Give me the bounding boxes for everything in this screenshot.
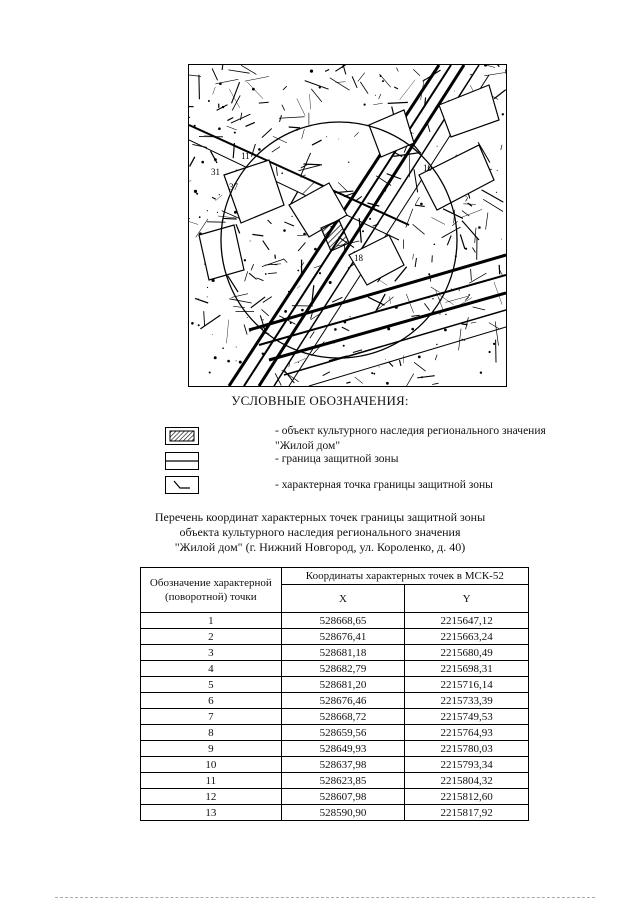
map-dot [234, 132, 236, 134]
map-dot [379, 366, 380, 367]
map-dot [380, 75, 382, 77]
table-cell-y: 2215817,92 [405, 805, 529, 821]
map-linework [435, 355, 437, 361]
map-linework [284, 259, 288, 263]
page-edge-line [55, 897, 595, 898]
map-dot [218, 127, 221, 130]
map-linework [400, 80, 416, 100]
map-linework [305, 81, 329, 90]
map-linework [262, 309, 269, 315]
table-cell-n: 10 [141, 757, 282, 773]
map-linework [499, 265, 500, 274]
map-linework [268, 220, 272, 224]
map-linework [229, 299, 251, 303]
map-dot [386, 382, 389, 385]
map-dot [329, 281, 332, 284]
table-row [141, 661, 529, 677]
table-cell-n: 7 [141, 709, 282, 725]
map-linework [200, 315, 220, 329]
table-row [141, 725, 529, 741]
map-linework [342, 327, 349, 331]
map-linework [212, 197, 216, 199]
table-cell-x: 528676,41 [281, 629, 405, 645]
map-linework [417, 376, 435, 378]
map-linework [227, 320, 229, 344]
map-linework [461, 209, 483, 217]
map-linework [268, 273, 277, 274]
map-dot [501, 239, 502, 240]
table-cell-y: 2215680,49 [405, 645, 529, 661]
map-linework [414, 362, 426, 371]
map-linework [245, 76, 269, 81]
map-linework [215, 79, 238, 84]
map-linework [310, 94, 311, 109]
table-row [141, 773, 529, 789]
table-row [141, 645, 529, 661]
map-linework [471, 322, 476, 323]
table-row [141, 709, 529, 725]
boundary-line-icon [165, 452, 199, 470]
table-cell-x: 528668,72 [281, 709, 405, 725]
map-dot [219, 194, 220, 195]
map-dot [369, 218, 371, 220]
map-dot [298, 362, 299, 363]
map-linework [244, 325, 247, 335]
table-cell-n: 11 [141, 773, 282, 789]
table-row [141, 757, 529, 773]
map-dot [493, 343, 495, 345]
map-dot [432, 298, 433, 299]
map-dot [470, 74, 471, 75]
map-label: 37 [229, 182, 238, 192]
map-dot [454, 91, 455, 92]
map-dot [290, 322, 292, 324]
table-cell-n: 8 [141, 725, 282, 741]
table-cell-x: 528590,90 [281, 805, 405, 821]
map-dot [385, 359, 386, 360]
map-dot [343, 345, 345, 347]
column-header-y: Y [405, 585, 529, 613]
map-dot [207, 287, 208, 288]
table-cell-y: 2215698,31 [405, 661, 529, 677]
map-dot [418, 356, 421, 359]
table-cell-x: 528623,85 [281, 773, 405, 789]
map-dot [480, 372, 482, 374]
map-linework [397, 68, 399, 72]
map-linework [494, 90, 506, 99]
table-cell-y: 2215647,12 [405, 613, 529, 629]
map-dot [338, 139, 339, 140]
map-linework [400, 360, 401, 366]
map-dot [236, 360, 237, 361]
map-linework [276, 167, 277, 176]
legend-text-point: - характерная точка границы защитной зоны [275, 479, 493, 491]
map-dot [191, 322, 194, 325]
map-linework [495, 65, 499, 67]
map-linework [394, 87, 398, 89]
map-dot [420, 203, 423, 206]
table-row [141, 693, 529, 709]
map-label: 11 [241, 151, 250, 161]
map-linework [283, 86, 287, 90]
hatched-area-icon [165, 427, 199, 445]
map-dot [445, 314, 446, 315]
caption-line: Перечень координат характерных точек границы защитной зоны [154, 510, 486, 524]
map-dot [199, 216, 201, 218]
map-dot [209, 372, 211, 374]
map-dot [362, 230, 364, 232]
table-cell-n: 12 [141, 789, 282, 805]
map-linework [247, 82, 263, 99]
map-linework [415, 205, 425, 206]
map-linework [312, 140, 322, 145]
map-linework [459, 329, 461, 351]
caption-line: "Жилой дом" (г. Нижний Новгород, ул. Короленко, д. 40) [174, 540, 466, 554]
map-linework [432, 383, 438, 384]
map-linework [368, 297, 385, 305]
map-linework [284, 222, 294, 226]
table-cell-y: 2215804,32 [405, 773, 529, 789]
map-linework [352, 76, 357, 88]
map-linework [246, 122, 255, 126]
map-dot [283, 229, 286, 232]
map-linework [462, 211, 469, 217]
map-linework [190, 157, 195, 167]
map-dot [371, 372, 373, 374]
map-linework [338, 182, 347, 191]
map-dot [334, 328, 337, 331]
map-linework [376, 294, 385, 311]
map-linework [245, 271, 248, 281]
map-dot [198, 299, 199, 300]
map-dot [319, 272, 321, 274]
table-cell-x: 528659,56 [281, 725, 405, 741]
map-linework [389, 362, 393, 366]
map-dot [382, 80, 384, 82]
map-dot [465, 248, 467, 250]
map-linework [311, 89, 322, 102]
map-linework [224, 218, 237, 219]
map-dot [497, 170, 498, 171]
map-linework [473, 307, 486, 310]
map-dot [303, 233, 306, 236]
map-linework [297, 99, 305, 116]
cadastral-map [188, 64, 507, 387]
map-linework [297, 235, 307, 236]
table-row [141, 677, 529, 693]
map-linework [227, 118, 233, 121]
map-dot [489, 351, 491, 353]
map-dot [198, 324, 200, 326]
table-cell-n: 9 [141, 741, 282, 757]
map-dot [502, 113, 504, 115]
map-linework [289, 127, 300, 128]
map-dot [375, 95, 376, 96]
map-linework [298, 242, 305, 251]
map-linework [330, 78, 350, 90]
map-linework [272, 147, 280, 152]
map-linework [263, 241, 269, 250]
map-dot [444, 329, 447, 332]
legend-title: УСЛОВНЫЕ ОБОЗНАЧЕНИЯ: [231, 393, 409, 408]
map-linework [358, 73, 365, 82]
map-dot [222, 106, 224, 108]
map-dot [208, 100, 210, 102]
map-dot [496, 192, 497, 193]
map-linework [275, 255, 276, 259]
map-dot [437, 146, 438, 147]
map-dot [451, 289, 452, 290]
table-cell-n: 2 [141, 629, 282, 645]
table-cell-y: 2215793,34 [405, 757, 529, 773]
map-dot [439, 313, 440, 314]
table-cell-y: 2215716,14 [405, 677, 529, 693]
column-header-x: X [281, 585, 405, 613]
map-linework [249, 273, 257, 279]
map-linework [373, 103, 383, 105]
map-linework [360, 82, 368, 94]
map-linework [262, 129, 272, 138]
map-dot [348, 162, 349, 163]
map-dot [478, 226, 481, 229]
table-cell-x: 528649,93 [281, 741, 405, 757]
map-linework [413, 69, 420, 76]
table-cell-n: 1 [141, 613, 282, 629]
map-linework [195, 298, 208, 303]
map-dot [265, 273, 267, 275]
map-dot [284, 310, 287, 313]
map-dot [250, 331, 251, 332]
map-label: 31 [211, 167, 220, 177]
map-dot [413, 133, 414, 134]
map-dot [364, 104, 366, 106]
map-dot [297, 270, 299, 272]
map-dot [247, 317, 248, 318]
map-linework [251, 264, 254, 270]
boundary-point-icon [165, 476, 199, 494]
map-dot [436, 344, 437, 345]
map-linework [302, 129, 305, 139]
map-linework [227, 126, 237, 130]
map-dot [244, 259, 246, 261]
map-linework [405, 374, 414, 386]
map-linework [501, 145, 502, 150]
map-dot [292, 216, 293, 217]
map-linework [215, 195, 222, 201]
map-dot [196, 193, 198, 195]
map-label: 10 [423, 163, 432, 173]
map-linework [262, 259, 284, 267]
table-cell-x: 528668,65 [281, 613, 405, 629]
map-linework [213, 87, 216, 95]
map-dot [466, 196, 467, 197]
coordinates-table-body [141, 613, 529, 821]
map-dot [252, 88, 255, 91]
map-dot [207, 210, 208, 211]
map-linework [231, 114, 250, 123]
map-dot [326, 136, 327, 137]
map-dot [227, 360, 230, 363]
map-linework [413, 224, 425, 234]
table-cell-n: 5 [141, 677, 282, 693]
map-dot [263, 319, 264, 320]
map-linework [346, 382, 350, 383]
map-linework [323, 372, 330, 376]
table-cell-y: 2215780,03 [405, 741, 529, 757]
map-linework [463, 204, 476, 205]
map-dot [459, 290, 460, 291]
map-dot [214, 158, 217, 161]
map-linework [297, 286, 300, 289]
map-linework [236, 224, 240, 233]
table-cell-x: 528607,98 [281, 789, 405, 805]
table-row [141, 789, 529, 805]
map-linework [325, 70, 329, 72]
table-cell-n: 3 [141, 645, 282, 661]
map-dot [310, 70, 313, 73]
table-cell-n: 13 [141, 805, 282, 821]
map-linework [252, 234, 263, 236]
map-dot [239, 361, 242, 364]
map-dot [373, 373, 375, 375]
map-linework [484, 72, 506, 76]
map-dot [301, 309, 304, 312]
table-cell-y: 2215663,24 [405, 629, 529, 645]
map-linework [472, 248, 475, 253]
map-linework [379, 94, 381, 99]
map-linework [415, 197, 419, 205]
table-cell-y: 2215764,93 [405, 725, 529, 741]
table-cell-x: 528681,18 [281, 645, 405, 661]
table-row [141, 741, 529, 757]
map-linework [282, 105, 285, 111]
table-cell-y: 2215749,53 [405, 709, 529, 725]
table-cell-x: 528637,98 [281, 757, 405, 773]
map-linework [218, 216, 236, 218]
caption-line: объекта культурного наследия регионального значения [179, 525, 461, 539]
map-dot [468, 294, 470, 296]
table-cell-x: 528681,20 [281, 677, 405, 693]
map-linework [228, 70, 249, 73]
table-row [141, 805, 529, 821]
map-linework [486, 213, 488, 230]
map-linework [424, 303, 429, 310]
table-cell-y: 2215812,60 [405, 789, 529, 805]
map-linework [199, 75, 200, 100]
map-linework [332, 297, 342, 302]
legend-text-heritage: - объект культурного наследия регионального значения "Жилой дом" [275, 425, 546, 452]
map-linework [310, 332, 314, 339]
map-dot [212, 334, 213, 335]
map-linework [189, 213, 190, 219]
table-cell-n: 4 [141, 661, 282, 677]
map-dot [250, 241, 251, 242]
map-linework [468, 203, 472, 206]
map-label: 18 [354, 253, 363, 263]
map-drawing [189, 65, 506, 386]
map-linework [431, 287, 440, 292]
map-dot [434, 244, 436, 246]
map-linework [212, 68, 218, 80]
map-linework [189, 181, 191, 187]
table-row [141, 629, 529, 645]
map-linework [462, 324, 468, 325]
map-dot [217, 212, 218, 213]
map-linework [189, 220, 198, 224]
table-cell-x: 528682,79 [281, 661, 405, 677]
map-linework [259, 102, 269, 103]
map-linework [460, 234, 465, 249]
map-dot [421, 376, 423, 378]
map-linework [489, 323, 500, 330]
map-linework [471, 269, 472, 281]
map-linework [222, 65, 223, 70]
map-dot [214, 356, 217, 359]
column-header-point: Обозначение характерной (поворотной) точки [141, 568, 282, 613]
map-linework [355, 377, 363, 384]
map-linework [388, 102, 408, 103]
map-linework [413, 254, 414, 260]
map-dot [222, 347, 224, 349]
map-linework [415, 258, 416, 267]
map-dot [258, 148, 261, 151]
map-linework [279, 117, 305, 119]
map-linework [431, 217, 445, 224]
map-linework [466, 317, 469, 329]
map-dot [219, 82, 222, 85]
map-dot [189, 117, 190, 118]
coordinates-table [140, 567, 529, 821]
table-caption [0, 510, 640, 555]
map-dot [484, 65, 487, 67]
map-dot [350, 316, 351, 317]
map-linework [466, 197, 468, 201]
table-cell-y: 2215733,39 [405, 693, 529, 709]
map-linework [447, 236, 451, 246]
map-linework [257, 278, 264, 281]
map-dot [207, 296, 208, 297]
map-dot [411, 328, 414, 331]
map-dot [428, 273, 430, 275]
legend-text-boundary: - граница защитной зоны [275, 453, 399, 465]
map-linework [462, 221, 479, 240]
map-dot [281, 172, 283, 174]
map-linework [483, 199, 503, 211]
building-outlines [199, 85, 499, 285]
map-linework [452, 221, 457, 225]
map-dot [194, 190, 197, 193]
column-group-header: Координаты характерных точек в МСК-52 [281, 568, 528, 585]
map-linework [204, 311, 205, 326]
map-dot [236, 347, 237, 348]
map-linework [233, 306, 245, 307]
map-linework [354, 132, 358, 136]
map-linework [356, 196, 361, 200]
map-dot [319, 86, 321, 88]
table-cell-n: 6 [141, 693, 282, 709]
table-row [141, 613, 529, 629]
table-cell-x: 528676,46 [281, 693, 405, 709]
map-dot [201, 161, 204, 164]
